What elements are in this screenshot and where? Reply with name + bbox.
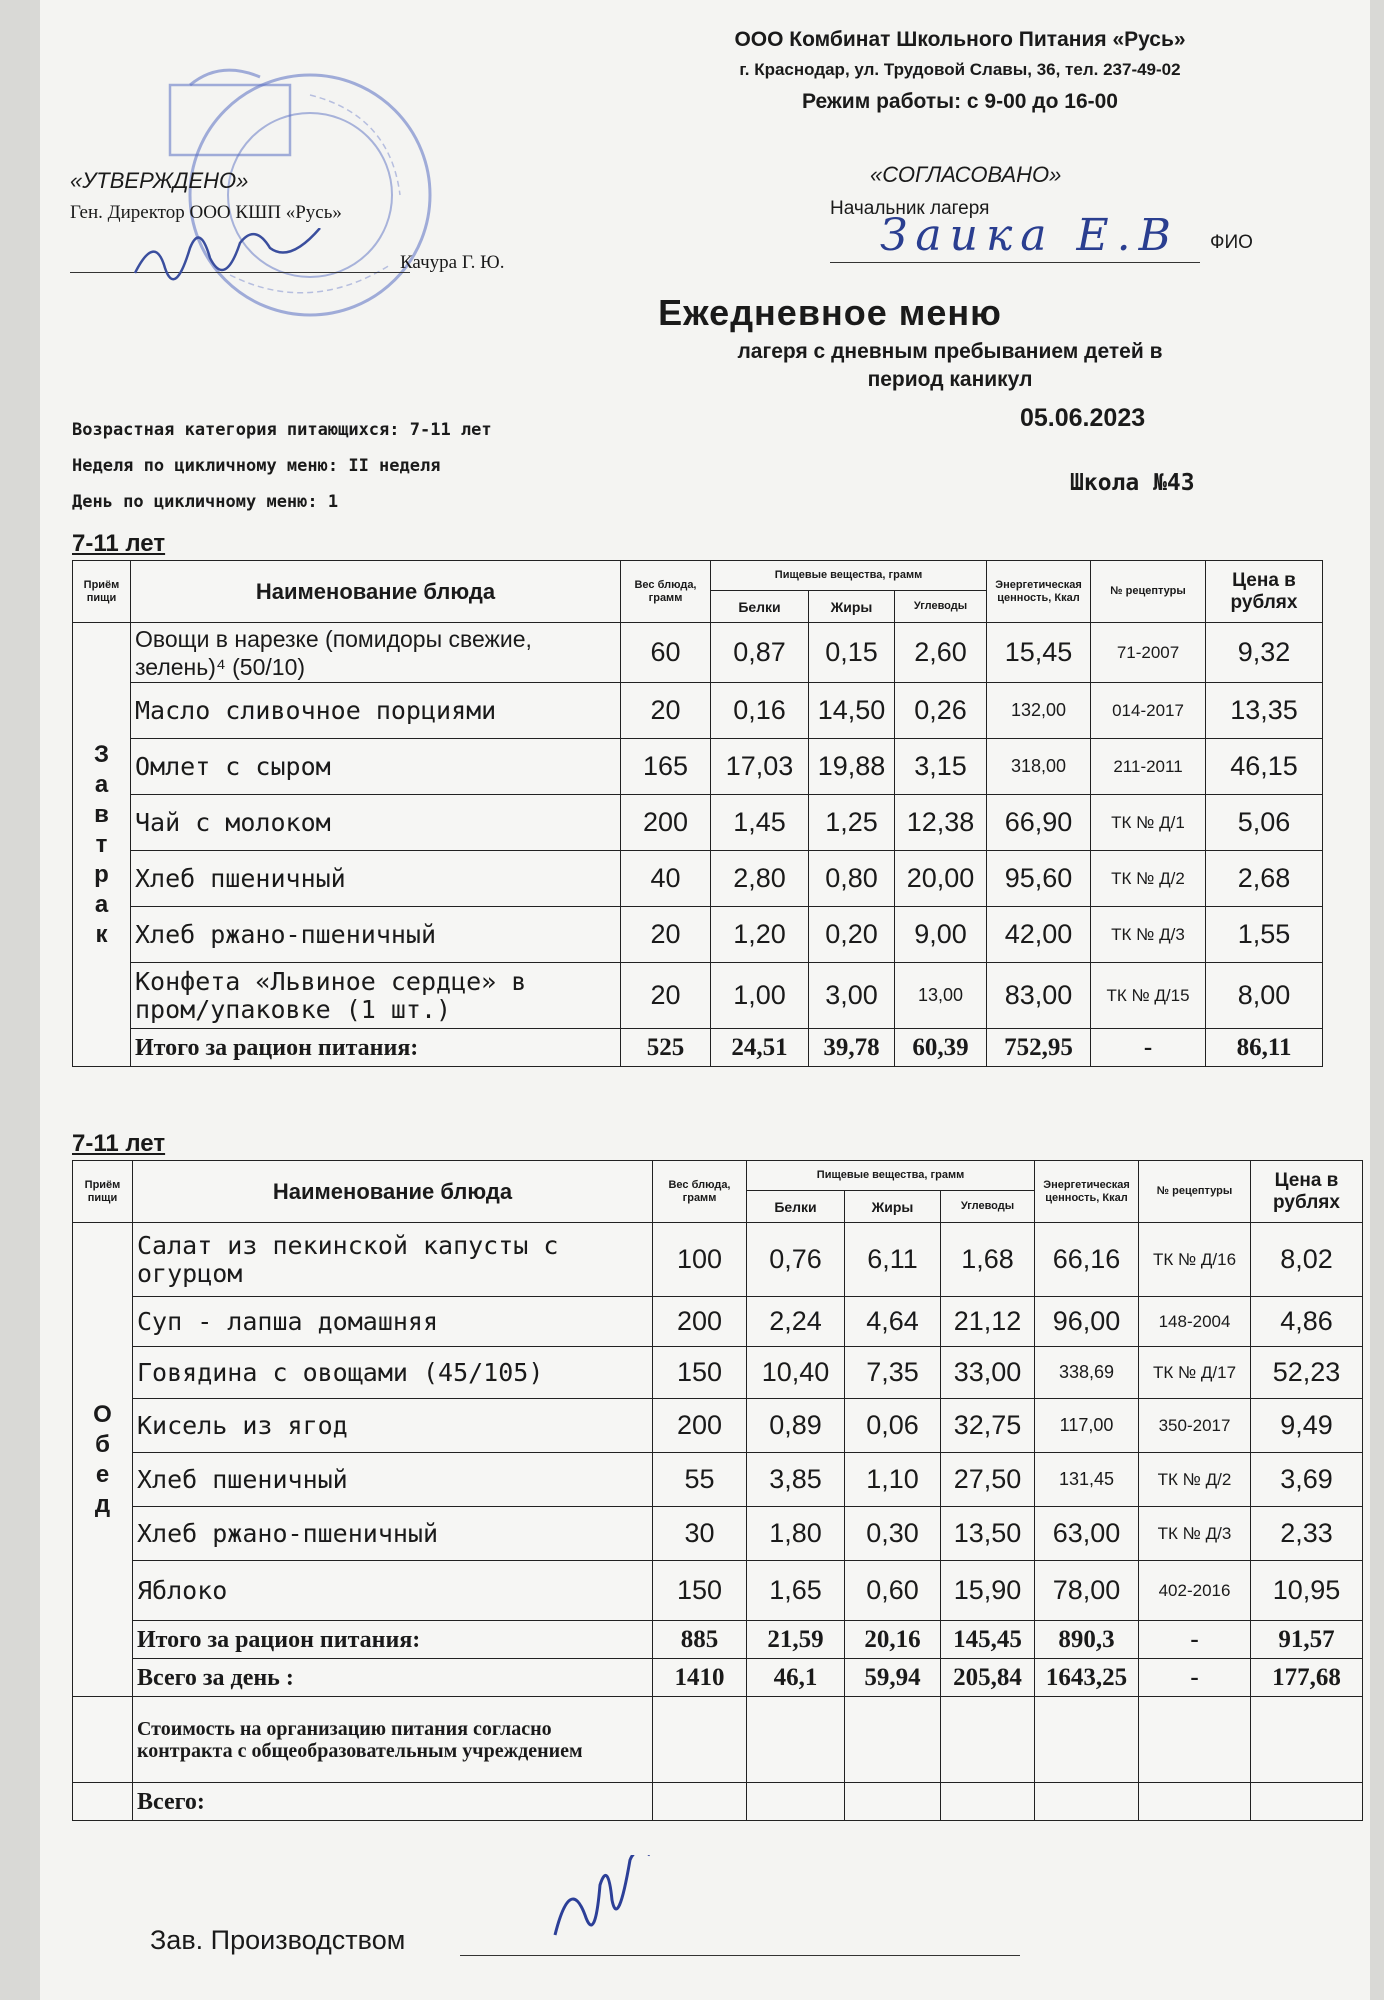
dish-price: 52,23 [1251,1347,1363,1399]
dish-energy: 83,00 [987,963,1091,1029]
col-nutrients: Пищевые вещества, грамм [711,561,987,591]
lunch-table [72,1160,1363,1821]
dish-carbs: 0,26 [895,683,987,739]
breakfast-table [72,560,1323,1067]
dish-energy: 78,00 [1035,1561,1139,1621]
total-row-proteins: 24,51 [711,1029,809,1067]
col-dish: Наименование блюда [133,1161,653,1223]
dish-weight: 100 [653,1223,747,1297]
table-row [73,1297,1363,1347]
dish-energy: 42,00 [987,907,1091,963]
table-row [73,739,1323,795]
dish-price: 10,95 [1251,1561,1363,1621]
cycle-day: День по цикличному меню: 1 [72,492,339,512]
dish-energy: 96,00 [1035,1297,1139,1347]
school-name: Школа №43 [1070,470,1195,496]
grand-total-row [73,1783,1363,1821]
document-title: Ежедневное меню [658,292,1002,333]
day-total-row-price: 177,68 [1251,1659,1363,1697]
grand-total-cell [653,1783,747,1821]
agreement-block [830,162,1330,261]
agreed-handwritten-name: Заика Е.В [880,210,1179,261]
grand-total-label: Всего: [133,1783,653,1821]
dish-fats: 0,80 [809,851,895,907]
table-row [73,963,1323,1029]
approved-title: «УТВЕРЖДЕНО» [70,168,249,193]
dish-proteins: 0,76 [747,1223,845,1297]
col-nutrients: Пищевые вещества, грамм [747,1161,1035,1191]
total-row-carbs: 60,39 [895,1029,987,1067]
dish-fats: 4,64 [845,1297,941,1347]
contract-value-cell [1035,1697,1139,1783]
dish-price: 13,35 [1206,683,1323,739]
dish-recipe: ТК № Д/15 [1091,963,1206,1029]
col-meal: Приём пищи [73,561,131,623]
dish-name: Хлеб пшеничный [131,851,621,907]
table-row [73,1507,1363,1561]
dish-carbs: 13,00 [895,963,987,1029]
menu-date: 05.06.2023 [1020,404,1146,432]
dish-weight: 200 [653,1297,747,1347]
meal-name: О б е д [73,1223,133,1697]
dish-proteins: 1,80 [747,1507,845,1561]
dish-proteins: 2,80 [711,851,809,907]
col-price: Цена в рублях [1251,1161,1363,1223]
dish-energy: 15,45 [987,623,1091,683]
dish-price: 4,86 [1251,1297,1363,1347]
grand-total-cell [845,1783,941,1821]
total-row-fats: 20,16 [845,1621,941,1659]
grand-total-cell [747,1783,845,1821]
total-row-weight: 885 [653,1621,747,1659]
table-row [73,907,1323,963]
lunch-section-label: 7-11 лет [72,1130,166,1157]
table-row [73,1453,1363,1507]
dish-name: Яблоко [133,1561,653,1621]
dish-weight: 20 [621,963,711,1029]
approved-position: Ген. Директор ООО КШП «Русь» [70,202,342,223]
total-row [73,1621,1363,1659]
production-head-signature-icon [545,1855,655,1945]
table-row [73,1399,1363,1453]
day-total-row-weight: 1410 [653,1659,747,1697]
dish-fats: 0,20 [809,907,895,963]
grand-total-cell [941,1783,1035,1821]
col-carbs: Углеводы [895,591,987,623]
total-row-recipe: - [1091,1029,1206,1067]
dish-carbs: 3,15 [895,739,987,795]
dish-price: 9,49 [1251,1399,1363,1453]
company-name: ООО Комбинат Школьного Питания «Русь» [734,28,1186,51]
dish-name: Салат из пекинской капусты с огурцом [133,1223,653,1297]
dish-name: Чай с молоком [131,795,621,851]
contract-value-cell [845,1697,941,1783]
dish-fats: 1,10 [845,1453,941,1507]
company-address: г. Краснодар, ул. Трудовой Славы, 36, тел. 237-49-02 [739,60,1181,79]
total-row-weight: 525 [621,1029,711,1067]
contract-value-cell [653,1697,747,1783]
grand-total-cell [1251,1783,1363,1821]
dish-fats: 3,00 [809,963,895,1029]
total-row-energy: 752,95 [987,1029,1091,1067]
dish-weight: 200 [621,795,711,851]
dish-recipe: 148-2004 [1139,1297,1251,1347]
agreement-signature-line [830,262,1200,263]
grand-total-cell [1035,1783,1139,1821]
total-row-recipe: - [1139,1621,1251,1659]
company-header [600,28,1320,114]
dish-weight: 150 [653,1347,747,1399]
col-dish: Наименование блюда [131,561,621,623]
dish-price: 2,68 [1206,851,1323,907]
contract-value-cell [747,1697,845,1783]
col-energy: Энергетическая ценность, Ккал [987,561,1091,623]
dish-weight: 55 [653,1453,747,1507]
contract-value-cell [1139,1697,1251,1783]
dish-name: Омлет с сыром [131,739,621,795]
dish-recipe: ТК № Д/3 [1091,907,1206,963]
production-head-signature-line [460,1955,1020,1956]
day-total-row-fats: 59,94 [845,1659,941,1697]
dish-recipe: 350-2017 [1139,1399,1251,1453]
contract-value-cell [1251,1697,1363,1783]
dish-fats: 1,25 [809,795,895,851]
total-row-proteins: 21,59 [747,1621,845,1659]
dish-energy: 63,00 [1035,1507,1139,1561]
dish-energy: 66,16 [1035,1223,1139,1297]
dish-energy: 66,90 [987,795,1091,851]
dish-fats: 7,35 [845,1347,941,1399]
dish-recipe: ТК № Д/1 [1091,795,1206,851]
col-fats: Жиры [845,1191,941,1223]
dish-name: Суп - лапша домашняя [133,1297,653,1347]
col-price: Цена в рублях [1206,561,1323,623]
dish-name: Говядина с овощами (45/105) [133,1347,653,1399]
dish-fats: 0,06 [845,1399,941,1453]
contract-row [73,1697,1363,1783]
col-weight: Вес блюда, грамм [621,561,711,623]
agreed-position: Начальник лагеря [830,198,990,219]
fio-label: ФИО [1210,232,1253,253]
dish-carbs: 2,60 [895,623,987,683]
contract-meal-cell [73,1697,133,1783]
dish-energy: 131,45 [1035,1453,1139,1507]
document-subtitle [650,338,1250,394]
approval-block [70,168,590,273]
dish-recipe: 71-2007 [1091,623,1206,683]
dish-energy: 95,60 [987,851,1091,907]
dish-proteins: 1,00 [711,963,809,1029]
table-row [73,1561,1363,1621]
dish-recipe: ТК № Д/16 [1139,1223,1251,1297]
col-fats: Жиры [809,591,895,623]
day-total-row-proteins: 46,1 [747,1659,845,1697]
contract-value-cell [941,1697,1035,1783]
dish-recipe: 402-2016 [1139,1561,1251,1621]
approved-name: Качура Г. Ю. [400,252,505,273]
table-row [73,795,1323,851]
dish-weight: 165 [621,739,711,795]
total-row [73,1029,1323,1067]
dish-name: Хлеб пшеничный [133,1453,653,1507]
dish-weight: 150 [653,1561,747,1621]
day-total-row-energy: 1643,25 [1035,1659,1139,1697]
meal-name: З а в т р а к [73,623,131,1067]
dish-carbs: 20,00 [895,851,987,907]
col-proteins: Белки [711,591,809,623]
age-category: Возрастная категория питающихся: 7-11 лет [72,420,492,440]
production-head-label: Зав. Производством [150,1925,406,1955]
col-proteins: Белки [747,1191,845,1223]
col-meal: Приём пищи [73,1161,133,1223]
day-total-row [73,1659,1363,1697]
subtitle-line-1: лагеря с дневным пребыванием детей в [737,340,1163,363]
dish-proteins: 2,24 [747,1297,845,1347]
lunch-rows [73,1223,1363,1821]
total-row-price: 91,57 [1251,1621,1363,1659]
total-row-fats: 39,78 [809,1029,895,1067]
dish-weight: 40 [621,851,711,907]
dish-name: Овощи в нарезке (помидоры свежие, зелень)⁴ (50/10) [131,623,621,683]
col-recipe: № рецептуры [1139,1161,1251,1223]
dish-energy: 132,00 [987,683,1091,739]
dish-carbs: 32,75 [941,1399,1035,1453]
table-row [73,1347,1363,1399]
dish-recipe: ТК № Д/3 [1139,1507,1251,1561]
total-row-label: Итого за рацион питания: [131,1029,621,1067]
dish-proteins: 1,20 [711,907,809,963]
dish-weight: 20 [621,907,711,963]
total-row-label: Итого за рацион питания: [133,1621,653,1659]
dish-price: 1,55 [1206,907,1323,963]
dish-fats: 0,30 [845,1507,941,1561]
grand-total-cell [1139,1783,1251,1821]
dish-weight: 30 [653,1507,747,1561]
dish-proteins: 3,85 [747,1453,845,1507]
total-row-price: 86,11 [1206,1029,1323,1067]
dish-name: Конфета «Львиное сердце» в пром/упаковке (1 шт.) [131,963,621,1029]
agreed-title: «СОГЛАСОВАНО» [870,162,1062,187]
col-energy: Энергетическая ценность, Ккал [1035,1161,1139,1223]
director-signature-icon [130,228,330,288]
breakfast-section-label: 7-11 лет [72,530,166,557]
dish-recipe: ТК № Д/2 [1091,851,1206,907]
dish-price: 46,15 [1206,739,1323,795]
dish-fats: 6,11 [845,1223,941,1297]
contract-label: Стоимость на организацию питания согласно контракта с общеобразовательным учреждением [133,1697,653,1783]
dish-fats: 19,88 [809,739,895,795]
day-total-row-label: Всего за день : [133,1659,653,1697]
dish-name: Кисель из ягод [133,1399,653,1453]
table-row [73,683,1323,739]
dish-carbs: 1,68 [941,1223,1035,1297]
col-recipe: № рецептуры [1091,561,1206,623]
dish-energy: 117,00 [1035,1399,1139,1453]
working-hours: Режим работы: с 9-00 до 16-00 [802,90,1118,113]
dish-carbs: 13,50 [941,1507,1035,1561]
dish-proteins: 0,16 [711,683,809,739]
table-row [73,623,1323,683]
dish-name: Хлеб ржано-пшеничный [131,907,621,963]
col-carbs: Углеводы [941,1191,1035,1223]
dish-energy: 338,69 [1035,1347,1139,1399]
dish-energy: 318,00 [987,739,1091,795]
total-row-energy: 890,3 [1035,1621,1139,1659]
dish-proteins: 0,87 [711,623,809,683]
dish-proteins: 17,03 [711,739,809,795]
dish-fats: 0,60 [845,1561,941,1621]
dish-price: 5,06 [1206,795,1323,851]
dish-weight: 20 [621,683,711,739]
dish-carbs: 15,90 [941,1561,1035,1621]
col-weight: Вес блюда, грамм [653,1161,747,1223]
dish-recipe: ТК № Д/17 [1139,1347,1251,1399]
dish-weight: 200 [653,1399,747,1453]
dish-price: 8,00 [1206,963,1323,1029]
dish-recipe: ТК № Д/2 [1139,1453,1251,1507]
dish-proteins: 1,65 [747,1561,845,1621]
dish-recipe: 014-2017 [1091,683,1206,739]
breakfast-rows [73,623,1323,1067]
dish-carbs: 27,50 [941,1453,1035,1507]
dish-price: 9,32 [1206,623,1323,683]
total-row-carbs: 145,45 [941,1621,1035,1659]
dish-carbs: 33,00 [941,1347,1035,1399]
cycle-week: Неделя по цикличному меню: II неделя [72,456,441,476]
dish-carbs: 12,38 [895,795,987,851]
menu-sheet [40,0,1370,2000]
dish-weight: 60 [621,623,711,683]
dish-fats: 0,15 [809,623,895,683]
dish-recipe: 211-2011 [1091,739,1206,795]
dish-price: 3,69 [1251,1453,1363,1507]
dish-carbs: 9,00 [895,907,987,963]
dish-proteins: 10,40 [747,1347,845,1399]
dish-fats: 14,50 [809,683,895,739]
table-row [73,851,1323,907]
dish-name: Хлеб ржано-пшеничный [133,1507,653,1561]
subtitle-line-2: период каникул [867,368,1033,391]
dish-price: 8,02 [1251,1223,1363,1297]
day-total-row-carbs: 205,84 [941,1659,1035,1697]
grand-meal-cell [73,1783,133,1821]
dish-name: Масло сливочное порциями [131,683,621,739]
day-total-row-recipe: - [1139,1659,1251,1697]
table-row [73,1223,1363,1297]
dish-proteins: 0,89 [747,1399,845,1453]
dish-price: 2,33 [1251,1507,1363,1561]
dish-carbs: 21,12 [941,1297,1035,1347]
dish-proteins: 1,45 [711,795,809,851]
